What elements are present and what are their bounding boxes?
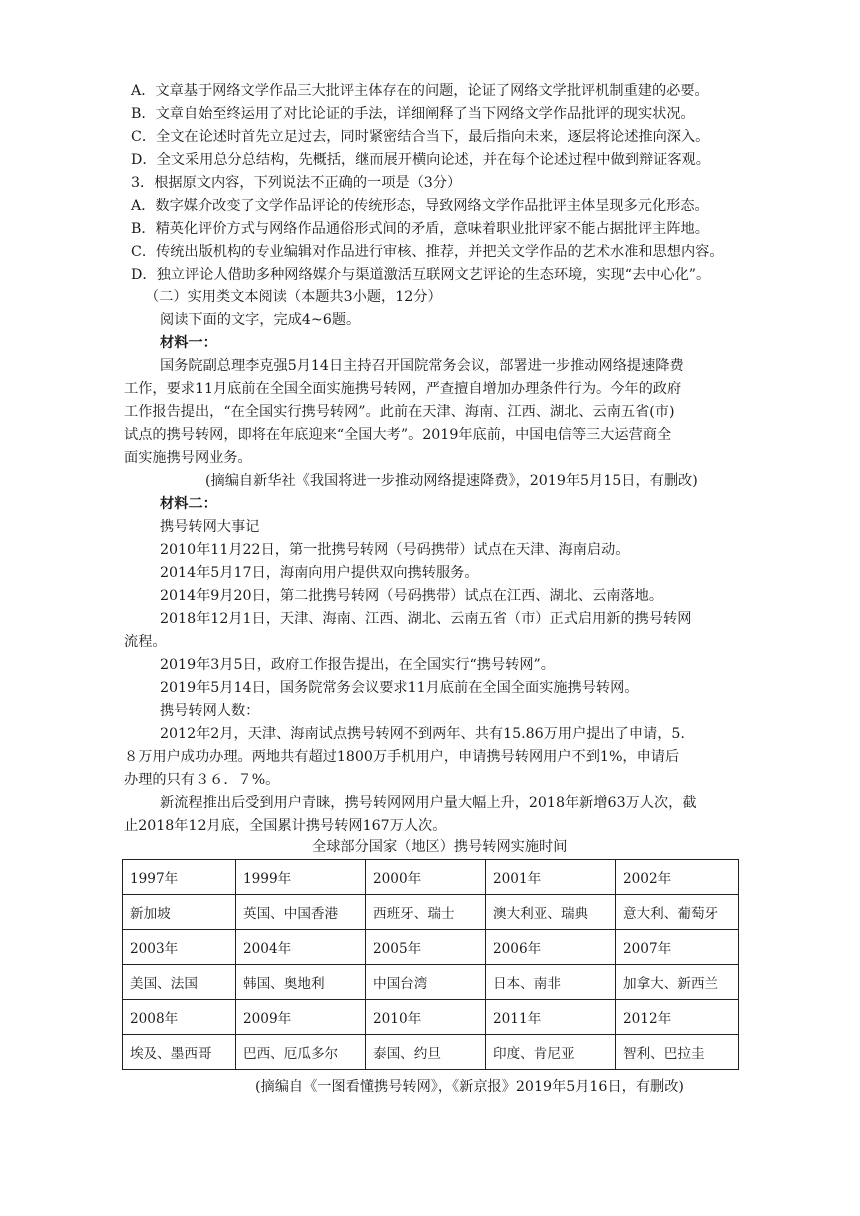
q2-option-c: C．全文在论述时首先立足过去，同时紧密结合当下，最后指向未来，逐层将论述推向深入。 xyxy=(131,129,710,145)
q3-option-a: A．数字媒介改变了文学作品评论的传统形态，导致网络文学作品批评主体呈现多元化形态。 xyxy=(131,198,709,214)
table-cell: 2000年 xyxy=(366,860,486,895)
q3-option-d: D．独立评论人借助多种网络媒介与渠道激活互联网文艺评论的生态环境，实现“去中心化”。 xyxy=(131,267,711,283)
table-caption: 全球部分国家（地区）携号转网实施时间 xyxy=(312,839,568,855)
material1-line-1: 国务院副总理李克强5月14日主持召开国院常务会议，部署进一步推动网络提速降费 xyxy=(160,358,684,374)
table-cell: 2006年 xyxy=(486,930,616,965)
q2-option-d: D．全文采用总分总结构，先概括，继而展开横向论述，并在每个论述过程中做到辩证客观。 xyxy=(131,152,710,168)
table-cell: 美国、法国 xyxy=(123,965,236,1000)
event-line: 2019年3月5日，政府工作报告提出，在全国实行“携号转网”。 xyxy=(160,657,555,673)
q3-option-c: C．传统出版机构的专业编辑对作品进行审核、推荐，并把关文学作品的艺术水准和思想内容。 xyxy=(131,244,724,260)
table-cell: 韩国、奥地利 xyxy=(236,965,366,1000)
material1-line-4: 试点的携号转网，即将在年底迎来“全国大考”。2019年底前，中国电信等三大运营商全 xyxy=(124,427,672,443)
section-title: （二）实用类文本阅读（本题共3小题，12分） xyxy=(145,289,442,305)
events-title: 携号转网大事记 xyxy=(160,519,260,535)
material1-line-5: 面实施携号网业务。 xyxy=(124,450,252,466)
table-row xyxy=(123,1035,739,1070)
users-line: 新流程推出后受到用户青睐，携号转网网用户量大幅上升，2018年新增63万人次，截 xyxy=(160,795,697,811)
table-cell: 智利、巴拉圭 xyxy=(616,1035,739,1070)
table-cell: 新加坡 xyxy=(123,895,236,930)
event-line: 流程。 xyxy=(124,634,167,650)
table-cell: 中国台湾 xyxy=(366,965,486,1000)
table-cell: 巴西、厄瓜多尔 xyxy=(236,1035,366,1070)
users-line: ８万用户成功办理。两地共有超过1800万手机用户，申请携号转网用户不到1%，申请后 xyxy=(124,749,680,765)
material2-label: 材料二： xyxy=(160,496,217,512)
users-line: 2012年2月，天津、海南试点携号转网不到两年、共有15.86万用户提出了申请，5. xyxy=(160,726,685,742)
material1-source: (摘编自新华社《我国将进一步推动网络提速降费》，2019年5月15日，有删改) xyxy=(205,473,698,489)
event-line: 2018年12月1日，天津、海南、江西、湖北、云南五省（市）正式启用新的携号转网 xyxy=(160,611,692,627)
table-cell: 2010年 xyxy=(366,1000,486,1035)
event-line: 2010年11月22日，第一批携号转网（号码携带）试点在天津、海南启动。 xyxy=(160,542,630,558)
table-cell: 泰国、约旦 xyxy=(366,1035,486,1070)
implementation-table xyxy=(122,859,739,1070)
table-cell: 2011年 xyxy=(486,1000,616,1035)
table-row xyxy=(123,860,739,895)
table-row xyxy=(123,1000,739,1035)
q2-option-a: A．文章基于网络文学作品三大批评主体存在的问题，论证了网络文学批评机制重建的必要。 xyxy=(131,83,709,99)
material1-line-3: 工作报告提出，“在全国实行携号转网”。此前在天津、海南、江西、湖北、云南五省(市) xyxy=(124,404,675,420)
table-cell: 2012年 xyxy=(616,1000,739,1035)
table-cell: 印度、肯尼亚 xyxy=(486,1035,616,1070)
material2-source: (摘编自《一图看懂携号转网》，《新京报》2019年5月16日，有删改) xyxy=(255,1079,684,1095)
q2-option-b: B．文章自始至终运用了对比论证的手法，详细阐释了当下网络文学作品批评的现实状况。 xyxy=(131,106,695,122)
table-cell: 2007年 xyxy=(616,930,739,965)
users-line: 办理的只有３６．７%。 xyxy=(124,772,280,788)
table-cell: 2002年 xyxy=(616,860,739,895)
table-cell: 英国、中国香港 xyxy=(236,895,366,930)
table-cell: 1997年 xyxy=(123,860,236,895)
event-line: 2019年5月14日，国务院常务会议要求11月底前在全国全面实施携号转网。 xyxy=(160,680,639,696)
table-cell: 日本、南非 xyxy=(486,965,616,1000)
table-cell: 意大利、葡萄牙 xyxy=(616,895,739,930)
users-title: 携号转网人数： xyxy=(160,703,260,719)
material1-label: 材料一： xyxy=(160,335,217,351)
table-cell: 2003年 xyxy=(123,930,236,965)
event-line: 2014年9月20日，第二批携号转网（号码携带）试点在江西、湖北、云南落地。 xyxy=(160,588,664,604)
table-row xyxy=(123,930,739,965)
table-row xyxy=(123,895,739,930)
q3-stem: 3．根据原文内容，下列说法不正确的一项是（3分） xyxy=(131,175,462,191)
table-cell: 加拿大、新西兰 xyxy=(616,965,739,1000)
table-cell: 2005年 xyxy=(366,930,486,965)
material1-line-2: 工作，要求11月底前在全国全面实施携号转网，严查擅自增加办理条件行为。今年的政府 xyxy=(124,381,682,397)
table-row xyxy=(123,965,739,1000)
table-cell: 西班牙、瑞士 xyxy=(366,895,486,930)
table-cell: 澳大利亚、瑞典 xyxy=(486,895,616,930)
users-line: 止2018年12月底，全国累计携号转网167万人次。 xyxy=(124,818,447,834)
table-cell: 1999年 xyxy=(236,860,366,895)
event-line: 2014年5月17日，海南向用户提供双向携转服务。 xyxy=(160,565,479,581)
instruction: 阅读下面的文字，完成4~6题。 xyxy=(160,312,361,328)
table-cell: 2004年 xyxy=(236,930,366,965)
table-cell: 2009年 xyxy=(236,1000,366,1035)
table-cell: 2008年 xyxy=(123,1000,236,1035)
q3-option-b: B．精英化评价方式与网络作品通俗形式间的矛盾，意味着职业批评家不能占据批评主阵地。 xyxy=(131,221,709,237)
table-cell: 2001年 xyxy=(486,860,616,895)
table-cell: 埃及、墨西哥 xyxy=(123,1035,236,1070)
